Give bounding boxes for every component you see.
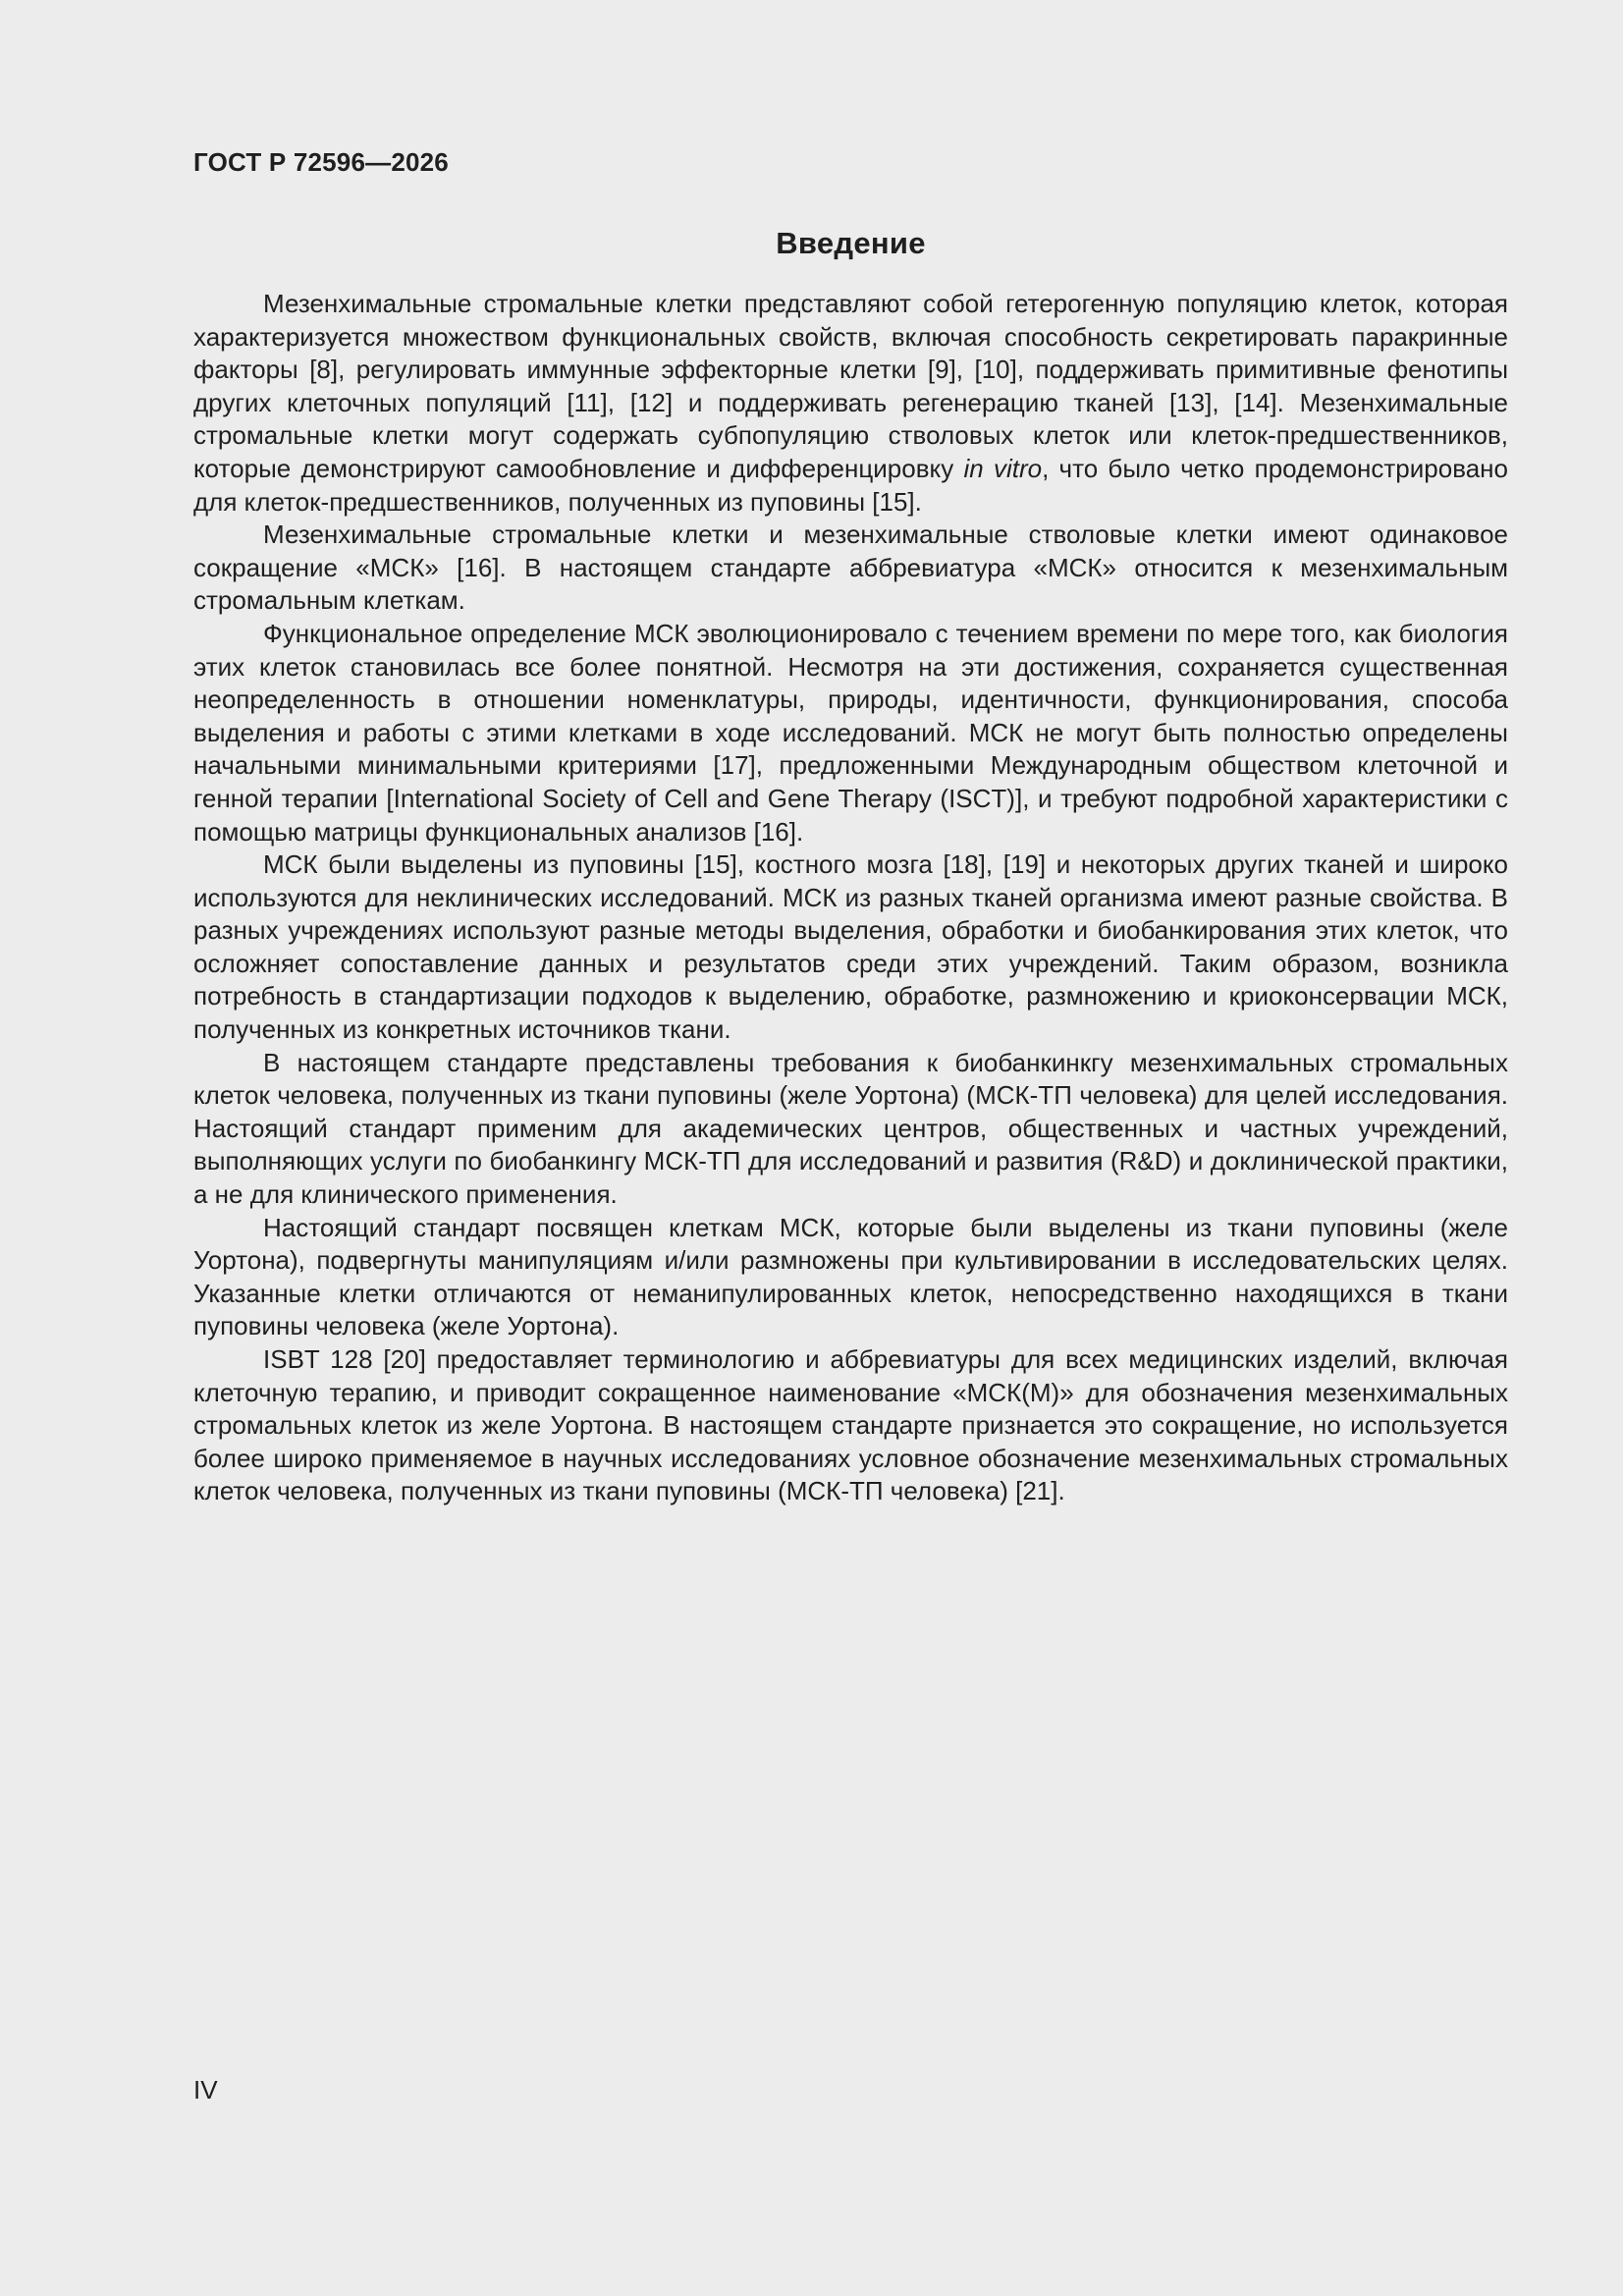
paragraph-1	[193, 288, 1508, 519]
paragraph-1-text-start: Мезенхимальные стромальные клетки представляют собой гетерогенную популяцию клеток, которая характеризуется множеством функциональных свойств, включая способность секретировать паракринные факторы [8], регулировать иммунные эффекторные клетки [9], [10], поддерживать примитивные фенотипы других клеточных популяций [11], [12] и поддерживать регенерацию тканей [13], [14]. Мезенхимальные стромальные клетки могут содержать субпопуляцию стволовых клеток или клеток-предшественников, которые демонстрируют самообновление и дифференцировку	[193, 289, 1508, 483]
document-standard-id: ГОСТ Р 72596—2026	[193, 147, 449, 177]
paragraph-5: В настоящем стандарте представлены требования к биобанкинкгу мезенхимальных стромальных клеток человека, полученных из ткани пуповины (желе Уортона) (МСК-ТП человека) для целей исследования. Настоящий стандарт применим для академических центров, общественных и частных учреждений, выполняющих услуги по биобанкингу МСК-ТП для исследований и развития (R&D) и доклинической практики, а не для клинического применения.	[193, 1047, 1508, 1210]
paragraph-2: Мезенхимальные стромальные клетки и мезенхимальные стволовые клетки имеют одинаковое сокращение «МСК» [16]. В настоящем стандарте аббревиатура «МСК» относится к мезенхимальным стромальным клеткам.	[193, 519, 1508, 616]
paragraph-3: Функциональное определение МСК эволюционировало с течением времени по мере того, как биология этих клеток становилась все более понятной. Несмотря на эти достижения, сохраняется существенная неопределенность в отношении номенклатуры, природы, идентичности, функционирования, способа выделения и работы с этими клетками в ходе исследований. МСК не могут быть полностью определены начальными минимальными критериями [17], предложенными Международным обществом клеточной и генной терапии [International Society of Cell and Gene Therapy (ISCT)], и требуют подробной характеристики с помощью матрицы функциональных анализов [16].	[193, 618, 1508, 847]
paragraph-1-italic-term: in vitro	[963, 453, 1043, 483]
paragraph-7: ISBT 128 [20] предоставляет терминологию и аббревиатуры для всех медицинских изделий, включая клеточную терапию, и приводит сокращенное наименование «МСК(М)» для обозначения мезенхимальных стромальных клеток из желе Уортона. В настоящем стандарте признается это сокращение, но используется более широко применяемое в научных исследованиях условное обозначение мезенхимальных стромальных клеток человека, полученных из ткани пуповины (МСК-ТП человека) [21].	[193, 1344, 1508, 1506]
section-title: Введение	[776, 226, 926, 260]
paragraph-4: МСК были выделены из пуповины [15], костного мозга [18], [19] и некоторых других тканей и широко используются для неклинических исследований. МСК из разных тканей организма имеют разные свойства. В разных учреждениях используют разные методы выделения, обработки и биобанкирования этих клеток, что осложняет сопоставление данных и результатов среди этих учреждений. Таким образом, возникла потребность в стандартизации подходов к выделению, обработке, размножению и криоконсервации МСК, полученных из конкретных источников ткани.	[193, 849, 1508, 1045]
document-body	[193, 288, 1508, 1508]
page-number: IV	[193, 2075, 218, 2105]
paragraph-6: Настоящий стандарт посвящен клеткам МСК, которые были выделены из ткани пуповины (желе Уортона), подвергнуты манипуляциям и/или размножены при культивировании в исследовательских целях. Указанные клетки отличаются от неманипулированных клеток, непосредственно находящихся в ткани пуповины человека (желе Уортона).	[193, 1212, 1508, 1341]
paragraph-1-text-end: , что было четко продемонстрировано для клеток-предшественников, полученных из пуповины [15].	[193, 453, 1508, 517]
